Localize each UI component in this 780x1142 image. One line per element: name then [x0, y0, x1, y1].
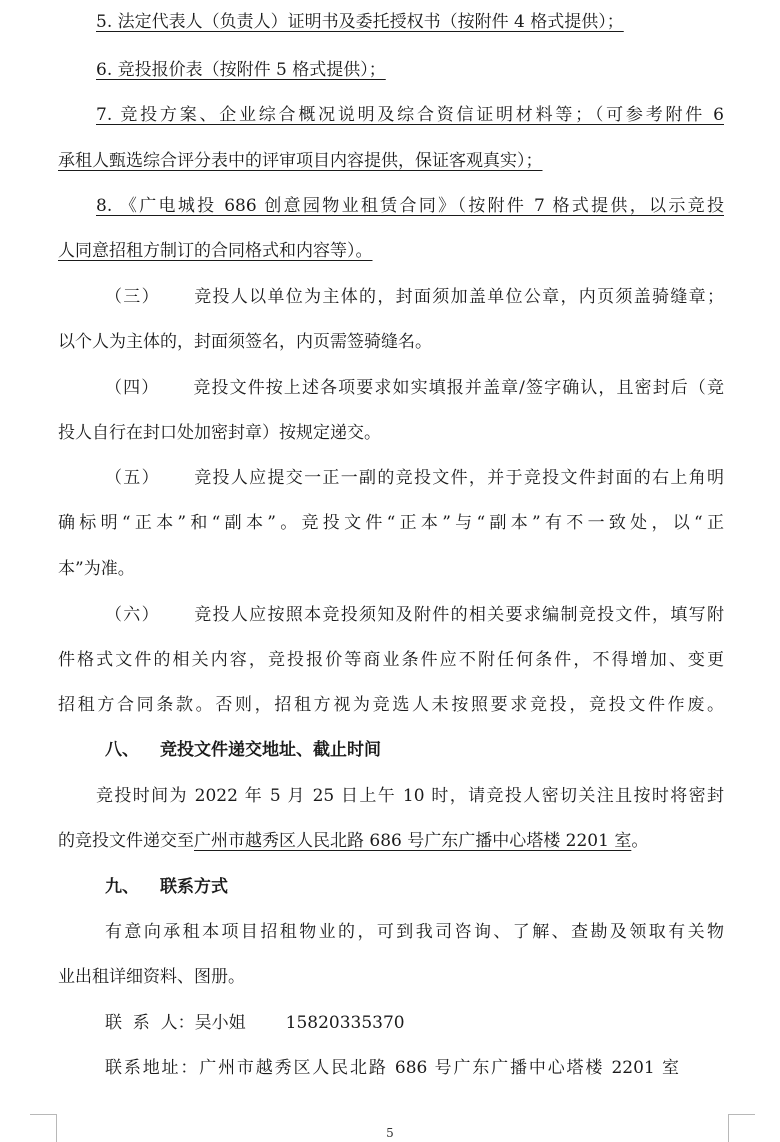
section-9-title: 联系方式 [160, 877, 228, 897]
contact-address: 联系地址：广州市越秀区人民北路 686 号广东广播中心塔楼 2201 室 [105, 1058, 679, 1078]
paragraph-4-line-1 [105, 377, 724, 399]
paragraph-4-label: （四） [105, 378, 160, 398]
list-item-8-line-2: 人同意招租方制订的合同格式和内容等）。 [58, 241, 373, 261]
paragraph-6-label: （六） [105, 605, 160, 625]
page-number: 5 [386, 1126, 394, 1140]
list-item-5: 5. 法定代表人（负责人）证明书及委托授权书（按附件 4 格式提供）； [96, 12, 624, 32]
paragraph-6-line-1 [105, 604, 724, 626]
paragraph-6-line-3: 招租方合同条款。否则，招租方视为竞选人未按照要求竞投，竞投文件作废。 [58, 695, 724, 715]
crop-mark-right-horizontal [729, 1114, 755, 1115]
section-9-line-2: 业出租详细资料、图册。 [58, 967, 245, 987]
list-item-8-line-1: 8. 《广电城投 686 创意园物业租赁合同》（按附件 7 格式提供，以示竞投 [96, 196, 724, 216]
contact-phone: 15820335370 [285, 1013, 405, 1033]
crop-mark-left-horizontal [30, 1114, 56, 1115]
contact-person: 联 系 人：吴小姐 [105, 1013, 246, 1033]
paragraph-5-line-3: 本”为准。 [58, 559, 135, 579]
paragraph-4-line-2: 投人自行在封口处加密封章）按规定递交。 [58, 423, 381, 443]
list-item-7-line-2: 承租人甄选综合评分表中的评审项目内容提供，保证客观真实）； [58, 151, 543, 171]
section-heading-8 [105, 739, 724, 761]
contact-line [105, 1012, 724, 1034]
paragraph-4-text: 竞投文件按上述各项要求如实填报并盖章/签字确认，且密封后（竞 [192, 378, 724, 398]
paragraph-5-label: （五） [105, 468, 160, 488]
paragraph-6-line-2: 件格式文件的相关内容，竞投报价等商业条件应不附任何条件，不得增加、变更 [58, 650, 724, 670]
list-item-6: 6. 竞投报价表（按附件 5 格式提供）； [96, 60, 386, 80]
delivery-address: 广州市越秀区人民北路 686 号广东广播中心塔楼 2201 室 [194, 831, 632, 851]
paragraph-5-text: 竞投人应提交一正一副的竞投文件，并于竞投文件封面的右上角明 [192, 468, 724, 488]
section-8-title: 竞投文件递交地址、截止时间 [160, 740, 381, 760]
paragraph-5-line-1 [105, 467, 724, 489]
paragraph-3-label: （三） [105, 287, 160, 307]
paragraph-3-text: 竞投人以单位为主体的，封面须加盖单位公章，内页须盖骑缝章； [192, 287, 724, 307]
section-8-period: 。 [631, 831, 649, 851]
section-9-line-1: 有意向承租本项目招租物业的，可到我司咨询、了解、查勘及领取有关物 [105, 922, 724, 942]
paragraph-5-line-2: 确标明“正本”和“副本”。竞投文件“正本”与“副本”有不一致处，以“正 [58, 513, 724, 533]
section-8-line-1: 竞投时间为 2022 年 5 月 25 日上午 10 时，请竞投人密切关注且按时将密封 [96, 786, 724, 806]
list-item-7-line-1: 7. 竞投方案、企业综合概况说明及综合资信证明材料等；（可参考附件 6 [96, 105, 724, 125]
section-8-text: 的竞投文件递交至 [58, 831, 194, 851]
section-heading-9 [105, 876, 724, 898]
section-8-line-2 [58, 830, 724, 852]
paragraph-3-line-2: 以个人为主体的，封面须签名，内页需签骑缝名。 [58, 332, 432, 352]
paragraph-6-text: 竞投人应按照本竞投须知及附件的相关要求编制竞投文件，填写附 [192, 605, 724, 625]
paragraph-3-line-1 [105, 286, 724, 308]
section-9-number: 九、 [105, 877, 139, 897]
section-8-number: 八、 [105, 740, 139, 760]
